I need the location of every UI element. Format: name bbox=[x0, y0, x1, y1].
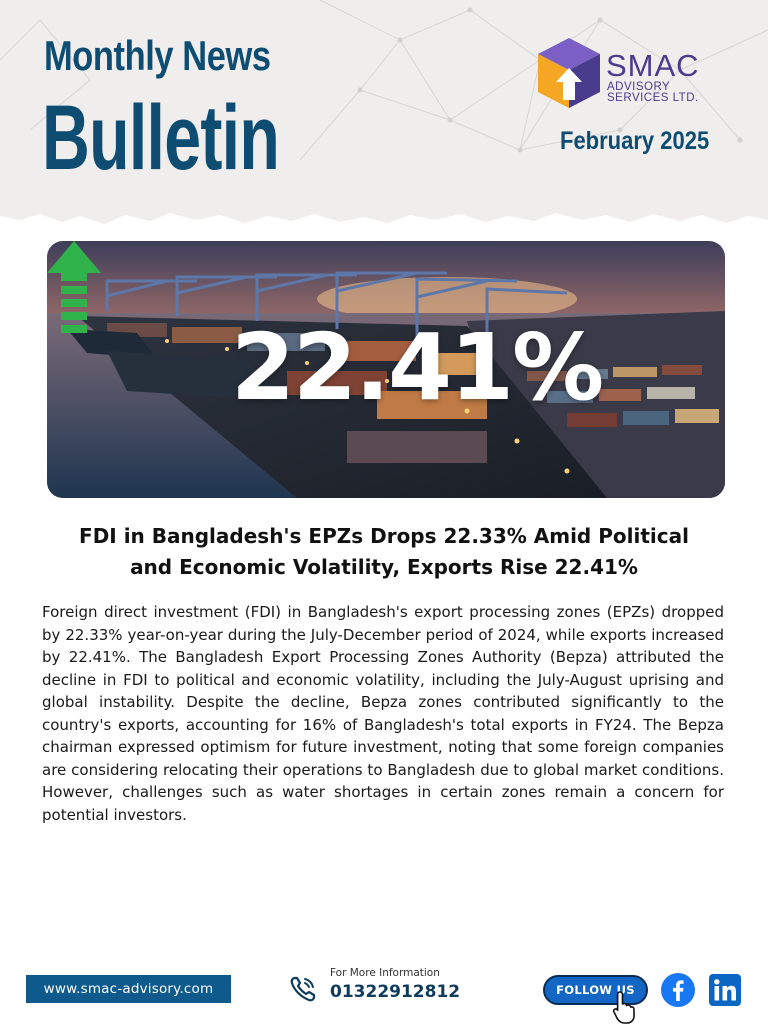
logo-name: SMAC bbox=[606, 48, 700, 83]
smac-logo bbox=[536, 38, 726, 112]
article-headline bbox=[30, 521, 738, 583]
phone-icon bbox=[289, 975, 317, 1003]
logo-subtitle bbox=[607, 82, 699, 104]
article-body: Foreign direct investment (FDI) in Bangladesh's export processing zones (EPZs) dropped by 22.33% year-on-year during the July-December period of 2024, while exports increased by 22.41%. The Bangladesh Export Processing Zones Authority (Bepza) attributed the decline in FDI to political and economic volatility, including the July-August uprising and global instability. Despite the decline, Bepza zones contributed significantly to the country's exports, accounting for 16% of Bangladesh's total exports in FY24. The Bepza chairman expressed optimism for future investment, noting that some foreign companies are considering relocating their operations to Bangladesh due to global market conditions. However, challenges such as water shortages in certain zones remain a concern for potential investors. bbox=[42, 603, 724, 824]
title-bulletin: Bulletin bbox=[42, 87, 280, 189]
bulletin-header bbox=[0, 0, 768, 232]
headline-line1: FDI in Bangladesh's EPZs Drops 22.33% Amid Political bbox=[79, 524, 689, 548]
smac-cube-arrow-icon bbox=[536, 38, 602, 110]
contact-phone-number[interactable]: 01322912812 bbox=[330, 982, 461, 1002]
headline-line2: and Economic Volatility, Exports Rise 22.41% bbox=[130, 555, 638, 579]
contact-label: For More Information bbox=[330, 967, 440, 979]
facebook-icon[interactable] bbox=[661, 973, 695, 1007]
follow-us-button[interactable]: FOLLOW US bbox=[543, 975, 648, 1005]
hero-image-container-port bbox=[47, 241, 725, 498]
website-link[interactable]: www.smac-advisory.com bbox=[26, 975, 231, 1003]
hero-export-growth-figure: 22.41% bbox=[231, 314, 603, 421]
title-monthly-news: Monthly News bbox=[44, 32, 271, 79]
linkedin-icon[interactable] bbox=[709, 974, 741, 1006]
logo-subtitle-line1: ADVISORY bbox=[607, 81, 671, 93]
pointer-hand-icon bbox=[612, 990, 636, 1024]
torn-paper-edge bbox=[0, 196, 768, 232]
up-arrow-icon bbox=[47, 241, 101, 333]
logo-subtitle-line2: SERVICES LTD. bbox=[607, 92, 699, 104]
issue-date: February 2025 bbox=[560, 127, 710, 155]
